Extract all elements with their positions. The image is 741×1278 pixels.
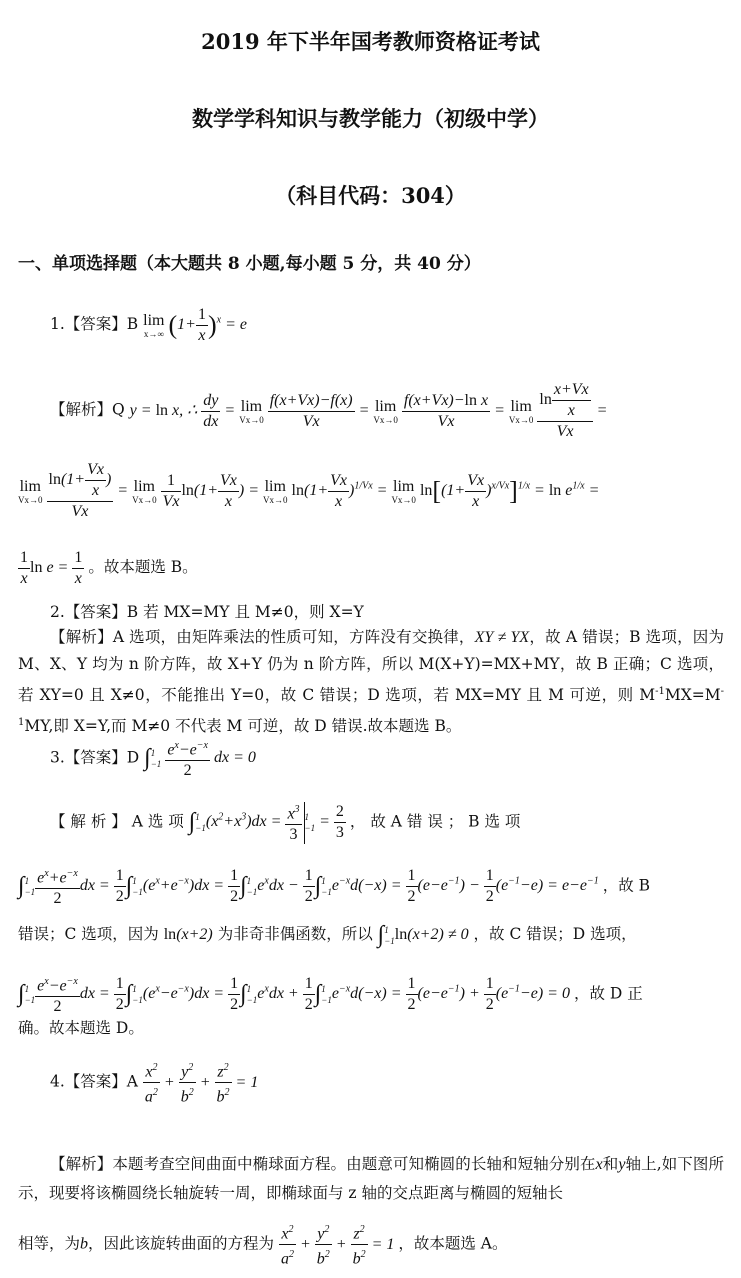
q1-analysis-line1 xyxy=(50,380,607,442)
q2-analysis-part-a: 【解析】A 选项，由矩阵乘法的性质可知，方阵没有交换律， xyxy=(50,628,475,646)
q1-formula-2: lim Vx→0 ln(1+ $\frac{Vx}{x}$ ) Vx = lim Vx→0 $\frac{1}{Vx}$ ln(1+ $\frac{Vx}{x}$ ) = lim Vx→0 ln(1+ $\frac{Vx}{x}$ )$^{1/Vx}$ = lim Vx→0 ln[(1+ $\frac{Vx}{x}$ )$^{x/Vx}]^{1/x} = \ln e^{1/x}$ = xyxy=(18,461,600,520)
q2-analysis-part-b: ，故 A 错误；B 选项，因为 M、X、Y 均为 n 阶方阵，故 X+Y 仍为 n 阶方阵，所以 M(X+Y)=MX+MY，故 B 正确；C 选项，若 XY=0 且 X≠0，不能推出 Y=0，故 C 错误；D 选项，若 MX=MY 且 M 可逆，则 M xyxy=(18,628,725,705)
q4-analysis-1: 【解析】本题考查空间曲面中椭球面方程。由题意可知椭圆的长轴和短轴分别在 xyxy=(50,1155,596,1173)
q3-answer-label: 3.【答案】D xyxy=(50,748,140,767)
q3-analysis-label: 【 解 析 】 A 选 项 xyxy=(50,812,184,831)
q1-answer-label: 1.【答案】B xyxy=(50,315,139,334)
document-title: 2019 年下半年国考教师资格证考试 xyxy=(201,29,540,54)
q1-analysis-line3 xyxy=(18,548,198,589)
q4-analysis-formula: $\frac{x^2}{a^2}$ + $\frac{y^2}{b^2}$ + $\frac{z^2}{b^2}$ = 1 xyxy=(279,1236,398,1253)
q1-analysis-line2 xyxy=(18,460,599,522)
q3-c-formula-1: ln(x+2) xyxy=(163,926,213,944)
q3-b-tail: ，故 B xyxy=(602,876,651,895)
q2-analysis: 【解析】A 选项，由矩阵乘法的性质可知，方阵没有交换律，XY ≠ YX，故 A 错误；B 选项，因为 M、X、Y 均为 n 阶方阵，故 X+Y 仍为 n 阶方阵，所以 M(X+Y)=MX+MY，故 B 正确；C 选项，若 XY=0 且 X≠0，不能推出 Y=0，故 C 错误；D 选项，若 MX=MY 且 M 可逆，则 $M^{-1}MX=M^{-1}MY$,即 X=Y,而 M≠0 不代表 M 可逆，故 D 错误.故本题选 B。 xyxy=(18,628,725,736)
q1-analysis-label: 【解析】Q xyxy=(50,400,125,419)
q3-answer xyxy=(50,736,256,781)
q3-conclusion: 确。故本题选 D。 xyxy=(18,1019,144,1037)
q4-answer xyxy=(50,1058,258,1108)
q3-formula-b: ∫1 −1 $\frac{e^x+e^{-x}}{2}$ dx = $\frac{1}{2}$ ∫1 $-1(e^x+e^{-x})dx$ = $\frac{1}{2}$ ∫1 $-1e^xdx$ − $\frac{1}{2}$ ∫1 $-1e^{-x}d(-x)$ = $\frac{1}{2}$ $(e-e^{-1})$ − $\frac{1}{2}$ $(e^{-1}-e) = e-e^{-1}$ xyxy=(18,877,603,894)
q1-answer-formula: lim x→∞ (1+ $\frac{1}{x}$ )$^x$ = e xyxy=(143,306,247,344)
q2-analysis-part-d: MY,即 X=Y,而 M≠0 不代表 M 可逆，故 D 错误.故本题选 B。 xyxy=(24,717,462,736)
q4-answer-label: 4.【答案】A xyxy=(50,1072,138,1091)
subject-code: （科目代码：304） xyxy=(275,183,466,208)
q1-formula-1: y = ln x, ∴ $\frac{dy}{dx}$ = lim Vx→0 $\frac{f(x+Vx)-f(x)}{Vx}$ = lim Vx→0 $\frac{\text{f(x+Vx)−ln x}}{Vx}$ = lim Vx→0 ln $\frac{x+Vx}{x}$ Vx = xyxy=(129,381,608,440)
q1-formula-3: $\frac{1}{x}$ ln e = $\frac{1}{x}$ xyxy=(20,549,83,587)
q3-analysis-c xyxy=(18,922,637,949)
q3-answer-formula: ∫1 −1 $\frac{e^x-e^{-x}}{2}$ dx = 0 xyxy=(144,749,256,766)
q4-analysis xyxy=(18,1150,724,1207)
section-heading: 一、单项选择题（本大题共 8 小题,每小题 5 分，共 40 分） xyxy=(18,254,481,274)
q1-conclusion: 。故本题选 B。 xyxy=(88,558,198,577)
q3-analysis-d xyxy=(18,972,643,1017)
q4-answer-formula: $\frac{x^2}{a^2}$ + $\frac{y^2}{b^2}$ + $\frac{z^2}{b^2}$ = 1 xyxy=(143,1074,258,1091)
q3-d-tail: ，故 D 正 xyxy=(573,984,643,1003)
q3-analysis-b xyxy=(18,864,650,909)
q4-analysis-3b: ，因此该旋转曲面的方程为 xyxy=(88,1234,275,1253)
q3-c-text-1: 错误；C 选项，因为 xyxy=(18,925,159,944)
q2-xy-neq: XY ≠ YX xyxy=(474,629,530,646)
q3-c-formula-2: ∫1 −1ln(x+2) ≠ 0 xyxy=(377,922,469,948)
q4-analysis-last xyxy=(18,1220,507,1270)
q3-formula-d: ∫1 −1 $\frac{e^x-e^{-x}}{2}$ dx = $\frac{1}{2}$ ∫1 $-1(e^x-e^{-x})dx$ = $\frac{1}{2}$ ∫1 $-1e^xdx$ + $\frac{1}{2}$ ∫1 $-1e^{-x}d(-x)$ = $\frac{1}{2}$ $(e-e^{-1})$ + $\frac{1}{2}$ $(e^{-1}-e) = 0$ xyxy=(18,985,574,1002)
q4-analysis-3a: 相等，为 xyxy=(18,1234,81,1253)
q3-a-tail: ， 故 A 错 误 ； B 选 项 xyxy=(349,812,521,831)
q3-analysis-a xyxy=(50,800,724,845)
q2-answer: 2.【答案】B 若 MX=MY 且 M≠0，则 X=Y xyxy=(50,603,364,621)
q4-analysis-b: b xyxy=(80,1235,89,1253)
document-subtitle: 数学学科知识与教学能力（初级中学） xyxy=(192,106,549,131)
q3-c-text-2: 为非奇非偶函数，所以 xyxy=(217,925,373,944)
q4-analysis-and: 和 xyxy=(602,1155,619,1173)
q3-formula-a: ∫1 $-1(x^2+x^3)dx$ = $\frac{x^3}{3}$ 1 −1 = $\frac{2}{3}$ xyxy=(189,813,350,830)
q2-analysis-part-c: MX=M xyxy=(664,686,721,705)
q4-analysis-x: x xyxy=(595,1156,603,1173)
q4-analysis-2: 上,如下图所示，现要将该椭圆绕长轴旋转一周，即椭球面与 z 轴的交点距离与椭圆的短轴长 xyxy=(18,1155,724,1202)
q4-analysis-axis: 轴 xyxy=(625,1155,642,1173)
q1-answer xyxy=(50,305,247,346)
q3-c-text-3: ，故 C 错误；D 选项， xyxy=(473,925,637,944)
q4-analysis-y: y xyxy=(618,1156,626,1173)
q4-analysis-3c: ，故本题选 A。 xyxy=(398,1234,508,1253)
